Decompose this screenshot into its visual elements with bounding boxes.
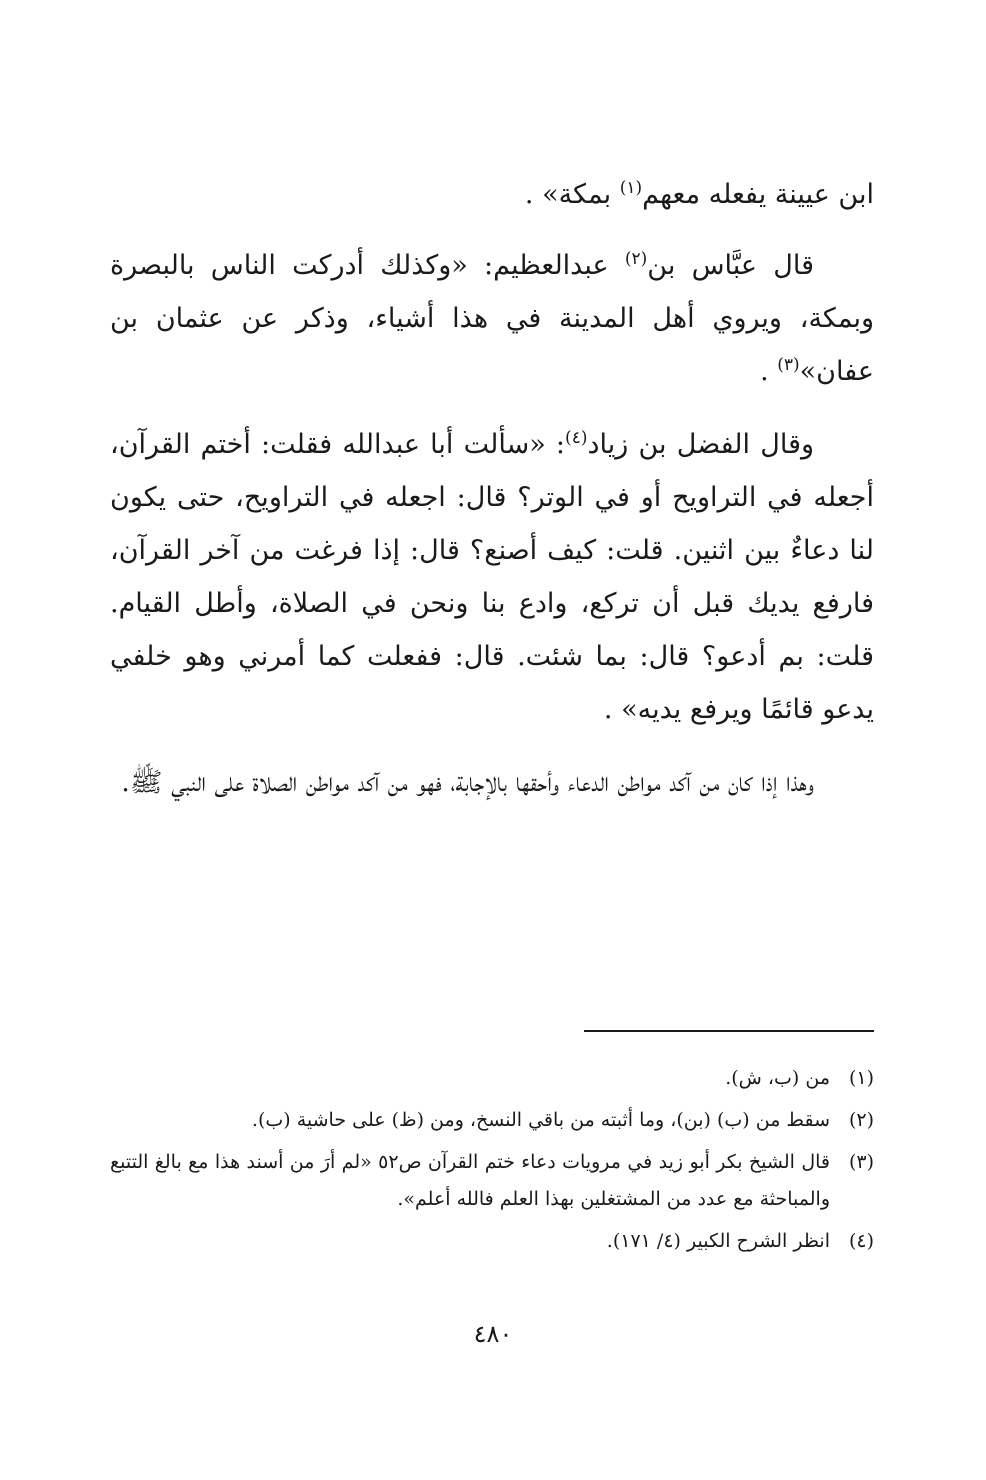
footnote-ref-2: (٢) [624,249,648,269]
paragraph-text: عبدالعظيم: «وكذلك أدركت الناس بالبصرة وبمكة، ويروي أهل المدينة في هذا أشياء، وذكر عن عثمان بن عفان» [110,250,874,387]
paragraph-text: بمكة» . [524,179,620,210]
paragraph-text: ابن عيينة يفعله معهم [642,179,874,210]
paragraph-text: وهذا إذا كان من آكد مواطن الدعاء وأحقها بالإجابة، فهو من آكد مواطن الصلاة على النبي ﷺ. [121,767,814,798]
footnote-number: (٣) [848,1151,874,1173]
footnote-text: انظر الشرح الكبير (٤/ ١٧١). [606,1230,830,1252]
footnote-ref-1: (١) [619,178,643,198]
footnote-1 [110,1060,874,1097]
footnotes [110,1060,874,1265]
footnote-number: (١) [848,1067,874,1089]
paragraph-3 [110,418,874,736]
footnote-2 [110,1102,874,1139]
footnote-ref-4: (٤) [565,428,588,448]
main-text [110,168,874,829]
paragraph-text: . [760,356,778,387]
footnote-number: (٤) [848,1230,874,1252]
paragraph-text: وقال الفضل بن زياد [587,429,815,460]
footnote-text: قال الشيخ بكر أبو زيد في مرويات دعاء ختم القرآن ص٥٢ «لم أرَ من أسند هذا مع بالغ التتبع والمباحثة مع عدد من المشتغلين بهذا العلم فالله أعلم». [110,1151,831,1210]
paragraph-text: قال عبَّاس بن [647,250,814,281]
footnote-number: (٢) [848,1109,874,1131]
footnote-text: من (ب، ش). [725,1067,830,1089]
paragraph-2 [110,239,874,398]
footnote-ref-3: (٣) [777,355,800,375]
page-number: ٤٨٠ [473,1320,513,1348]
paragraph-text: : «سألت أبا عبدالله فقلت: أختم القرآن، أجعله في التراويح أو في الوتر؟ قال: اجعله في التراويح، حتى يكون لنا دعاءٌ بين اثنين. قلت: كيف أصنع؟ قال: إذا فرغت من آخر القرآن، فارفع يديك قبل أن تركع، وادع بنا ونحن في الصلاة، وأطل القيام. قلت: بم أدعو؟ قال: بما شئت. قال: ففعلت كما أمرني وهو خلفي يدعو قائمًا ويرفع يديه» . [110,429,874,725]
footnote-separator [584,1030,874,1032]
paragraph-1 [110,168,874,221]
footnote-text: سقط من (ب) (بن)، وما أثبته من باقي النسخ، ومن (ظ) على حاشية (ب). [251,1109,830,1131]
footnote-3 [110,1144,874,1218]
footnote-4 [110,1223,874,1260]
paragraph-4 [110,756,874,809]
